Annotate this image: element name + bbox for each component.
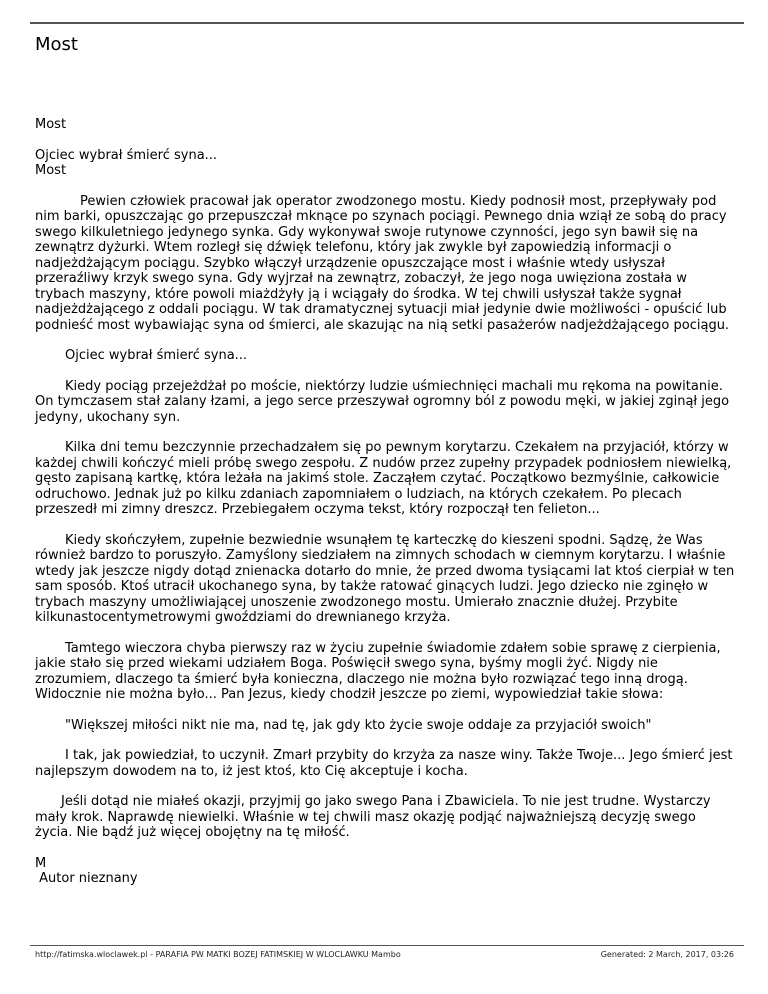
signature-initial: M xyxy=(35,855,47,871)
article-subheading: Most xyxy=(35,163,67,178)
paragraph-5: Kiedy skończyłem, zupełnie bezwiednie wsunąłem tę karteczkę do kieszeni spodni. Sądzę, że Was również bardzo to poruszyło. Zamyślony siedziałem na zimnych schodach w ciemnym korytarzu. I właśnie wtedy jak jeszcze nigdy dotąd znienacka dotarło do mnie, że przed dwoma tysiącami lat ktoś cierpiał w ten sam sposób. Ktoś utracił ukochanego syna, by także ratować ginących ludzi. Jego dziecko nie zginęło w trybach maszyny umożliwiającej unoszenie zwodzonego mostu. Umierało znacznie dłużej. Przybite kilkunastocentymetrowymi gwoździami do drewnianego krzyża. xyxy=(35,532,735,625)
paragraph-6: Tamtego wieczora chyba pierwszy raz w życiu zupełnie świadomie zdałem sobie sprawę z cierpienia, jakie stało się przed wiekami udziałem Boga. Poświęcił swego syna, byśmy mogli żyć. Nigdy nie zrozumiem, dlaczego ta śmierć była konieczna, dlaczego nie można było rozwiązać tego inną drogą. Widocznie nie można było... Pan Jezus, kiedy chodził jeszcze po ziemi, wypowiedział takie słowa: xyxy=(35,640,721,702)
quote-paragraph: "Większej miłości nikt nie ma, nad tę, jak gdy kto życie swoje oddaje za przyjaciół swoich" xyxy=(65,717,652,733)
top-divider xyxy=(30,22,744,24)
footer-generated-date: Generated: 2 March, 2017, 03:26 xyxy=(600,950,734,959)
paragraph-3: Kiedy pociąg przejeżdżał po moście, niektórzy ludzie uśmiechnięci machali mu rękoma na powitanie. On tymczasem stał zalany łzami, a jego serce przeszywał ogromny ból z powodu męki, w jakiej zginął jego jedyny, ukochany syn. xyxy=(35,378,730,425)
signature-author: Autor nieznany xyxy=(35,871,138,886)
article-subtitle: Ojciec wybrał śmierć syna... xyxy=(35,147,218,163)
article-body xyxy=(35,117,735,887)
paragraph-1: Pewien człowiek pracował jak operator zwodzonego mostu. Kiedy podnosił most, przepływały pod nim barki, opuszczając go przepuszczał mknące po szynach pociągi. Pewnego dnia wziął ze sobą do pracy swego kilkuletniego jedynego synka. Gdy wykonywał swoje rutynowe czynności, jego syn bawił się na zewnątrz dyżurki. Wtem rozległ się dźwięk telefonu, który jak zwykle był zapowiedzią informacji o nadjeżdżającym pociągu. Szybko włączył urządzenie opuszczające most i właśnie wtedy usłyszał przeraźliwy krzyk swego syna. Gdy wyjrzał na zewnątrz, zobaczył, że jego noga uwięziona została w trybach maszyny, które powoli miażdżyły ją i wciągały do środka. W tej chwili usłyszał także sygnał nadjeżdżającego z oddali pociągu. W tak dramatycznej sytuacji miał jedynie dwie możliwości - opuścić lub podnieść most wybawiając syna od śmierci, ale skazując na nią setki pasażerów nadjeżdżającego pociągu. xyxy=(35,193,730,333)
page-title: Most xyxy=(35,34,78,55)
paragraph-9: Jeśli dotąd nie miałeś okazji, przyjmij go jako swego Pana i Zbawiciela. To nie jest trudne. Wystarczy mały krok. Naprawdę niewielki. Właśnie w tej chwili masz okazję podjąć najważniejszą decyzję swego życia. Nie bądź już więcej obojętny na tę miłość. xyxy=(35,794,711,840)
footer-divider xyxy=(30,945,744,946)
article-heading: Most xyxy=(35,117,67,132)
paragraph-8: I tak, jak powiedział, to uczynił. Zmarł przybity do krzyża za nasze winy. Także Twoje... Jego śmierć jest najlepszym dowodem na to, iż jest ktoś, kto Cię akceptuje i kocha. xyxy=(35,748,733,779)
footer-source-link[interactable]: http://fatimska.wloclawek.pl - PARAFIA PW MATKI BOZEJ FATIMSKIEJ W WLOCLAWKU Mambo xyxy=(35,950,401,959)
paragraph-4: Kilka dni temu bezczynnie przechadzałem się po pewnym korytarzu. Czekałem na przyjaciół, którzy w każdej chwili kończyć mieli próbę swego zespołu. Z nudów przez zupełny przypadek podniosłem niewielką, gęsto zapisaną kartkę, która leżała na jakimś stole. Zacząłem czytać. Początkowo bezmyślnie, całkowicie odruchowo. Jednak już po kilku zdaniach zapomniałem o ludziach, na których czekałem. Po plecach przeszedł mi zimny dreszcz. Przebiegałem oczyma tekst, który rozpoczął ten felieton... xyxy=(35,440,732,517)
paragraph-2: Ojciec wybrał śmierć syna... xyxy=(65,348,248,363)
